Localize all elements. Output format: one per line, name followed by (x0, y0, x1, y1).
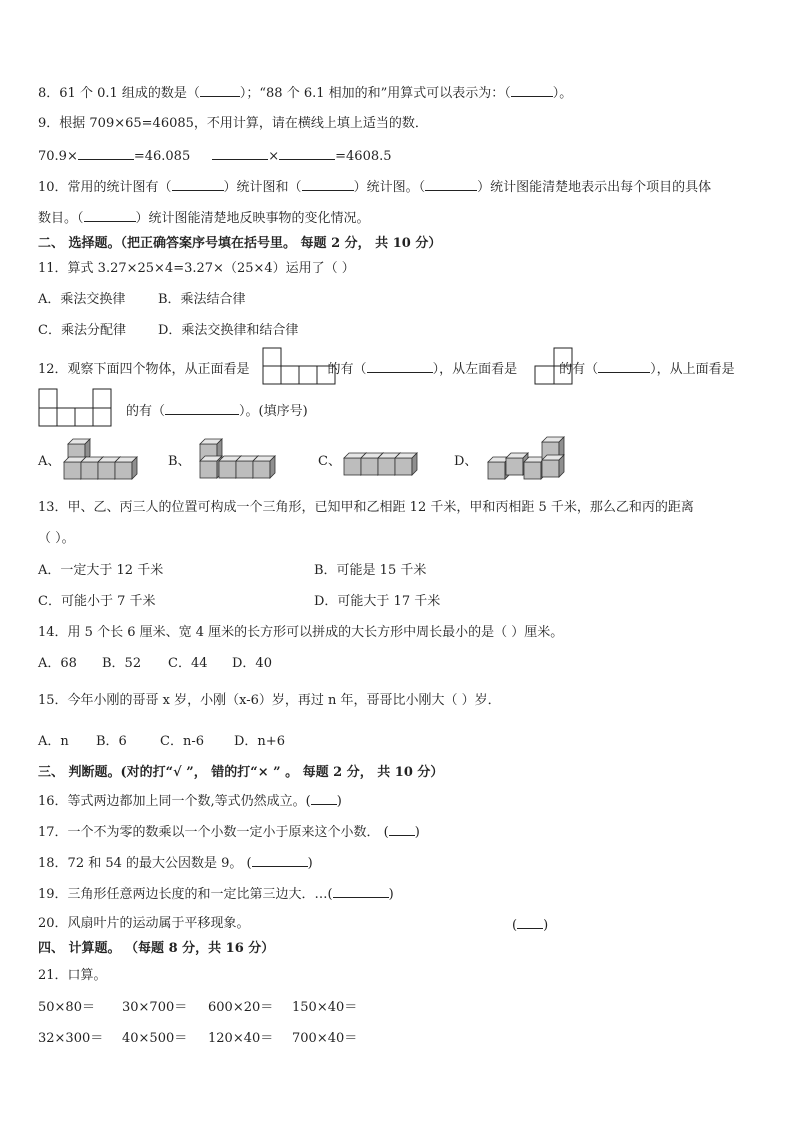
answer-blank[interactable] (302, 178, 354, 191)
question-13: 13．甲、乙、丙三人的位置可构成一个三角形，已知甲和乙相距 12 千米，甲和丙相距 5 千米，那么乙和丙的距离 (38, 500, 694, 515)
question-16: 16．等式两边都加上同一个数,等式仍然成立。( ) (38, 794, 342, 809)
top-view-grid (38, 388, 114, 428)
cube-shape-d (484, 434, 580, 486)
question-17: 17．一个不为零的数乘以一个小数一定小于原来这个小数． ( ) (38, 825, 420, 840)
answer-blank[interactable] (367, 360, 433, 373)
question-12-cont: 的有（ ）。(填序号) (126, 404, 308, 419)
question-12: 12．观察下面四个物体，从正面看是 的有（ ），从左面看是 的有（ ），从上面看是 (38, 362, 735, 377)
question-13-cont: （ ）。 (38, 531, 75, 546)
calc-item: 50×80＝ (38, 1000, 95, 1015)
question-9: 9．根据 709×65=46085，不用计算，请在横线上填上适当的数． (38, 116, 428, 131)
answer-blank[interactable] (311, 792, 337, 805)
calc-item: 150×40＝ (292, 1000, 358, 1015)
question-20-answer: ( ) (512, 918, 549, 933)
shape-label-a[interactable]: A、 (38, 454, 61, 469)
cube (542, 455, 564, 477)
answer-blank[interactable] (425, 178, 477, 191)
answer-blank[interactable] (389, 823, 415, 836)
option-c[interactable]: C．可能小于 7 千米 (38, 594, 156, 609)
question-9-blanks: 70.9× =46.085 × =4608.5 (38, 149, 392, 164)
section-4-title: 四、 计算题。 （每题 8 分，共 16 分） (38, 941, 275, 956)
answer-blank[interactable] (84, 209, 136, 222)
answer-blank[interactable] (165, 402, 239, 415)
cube-shape-a (60, 434, 150, 486)
answer-blank[interactable] (598, 360, 650, 373)
question-15: 15．今年小刚的哥哥 x 岁，小刚（x-6）岁，再过 n 年，哥哥比小刚大（ ）岁． (38, 693, 501, 708)
shape-label-d[interactable]: D、 (454, 454, 478, 469)
question-14: 14．用 5 个长 6 厘米、宽 4 厘米的长方形可以拼成的大长方形中周长最小的是（ ）厘米。 (38, 625, 564, 640)
calc-item: 40×500＝ (122, 1031, 188, 1046)
answer-blank[interactable] (78, 147, 134, 160)
answer-blank[interactable] (200, 84, 240, 97)
calc-item: 700×40＝ (292, 1031, 358, 1046)
option-b[interactable]: B．6 (96, 734, 127, 749)
answer-blank[interactable] (279, 147, 335, 160)
question-10-cont: 数目。（ ）统计图能清楚地反映事物的变化情况。 (38, 211, 370, 226)
cube (115, 457, 137, 479)
answer-blank[interactable] (333, 885, 389, 898)
shape-label-c[interactable]: C、 (318, 454, 341, 469)
option-b[interactable]: B．可能是 15 千米 (314, 563, 427, 578)
answer-blank[interactable] (252, 854, 308, 867)
cube (395, 453, 417, 475)
option-c[interactable]: C．n-6 (160, 734, 204, 749)
calc-item: 120×40＝ (208, 1031, 274, 1046)
question-21: 21．口算。 (38, 968, 107, 983)
option-d[interactable]: D．可能大于 17 千米 (314, 594, 441, 609)
option-c[interactable]: C．44 (168, 656, 208, 671)
answer-blank[interactable] (172, 178, 224, 191)
option-d[interactable]: D．n+6 (234, 734, 285, 749)
option-a[interactable]: A．n (38, 734, 69, 749)
answer-blank[interactable] (517, 916, 543, 929)
calc-item: 32×300＝ (38, 1031, 104, 1046)
option-b[interactable]: B．乘法结合律 (158, 292, 246, 307)
front-view-grid (262, 347, 338, 385)
option-a[interactable]: A．68 (38, 656, 77, 671)
option-d[interactable]: D．40 (232, 656, 272, 671)
shape-label-b[interactable]: B、 (168, 454, 191, 469)
cube-shape-b (196, 434, 292, 486)
calc-item: 600×20＝ (208, 1000, 274, 1015)
question-10: 10．常用的统计图有（ ）统计图和（ ）统计图。（ ）统计图能清楚地表示出每个项目的具体 (38, 180, 712, 195)
question-11: 11．算式 3.27×25×4=3.27×（25×4）运用了（ ） (38, 261, 355, 276)
question-18: 18．72 和 54 的最大公因数是 9。 ( ) (38, 856, 313, 871)
cube-shape-c (340, 434, 436, 486)
answer-blank[interactable] (212, 147, 268, 160)
option-d[interactable]: D．乘法交换律和结合律 (158, 323, 299, 338)
calc-item: 30×700＝ (122, 1000, 188, 1015)
question-20: 20．风扇叶片的运动属于平移现象。 (38, 916, 250, 931)
option-a[interactable]: A．一定大于 12 千米 (38, 563, 164, 578)
option-a[interactable]: A．乘法交换律 (38, 292, 126, 307)
question-8: 8．61 个 0.1 组成的数是（ ）；“88 个 6.1 相加的和”用算式可以表示为：（ ）。 (38, 86, 573, 101)
section-3-title: 三、 判断题。(对的打“√ ”， 错的打“× ” 。 每题 2 分， 共 10 分） (38, 765, 444, 780)
question-19: 19．三角形任意两边长度的和一定比第三边大．…( ) (38, 887, 394, 902)
answer-blank[interactable] (511, 84, 553, 97)
cube (253, 456, 275, 478)
option-b[interactable]: B．52 (102, 656, 142, 671)
left-view-grid (534, 347, 574, 385)
section-2-title: 二、 选择题。（把正确答案序号填在括号里。 每题 2 分， 共 10 分） (38, 236, 442, 251)
option-c[interactable]: C．乘法分配律 (38, 323, 126, 338)
